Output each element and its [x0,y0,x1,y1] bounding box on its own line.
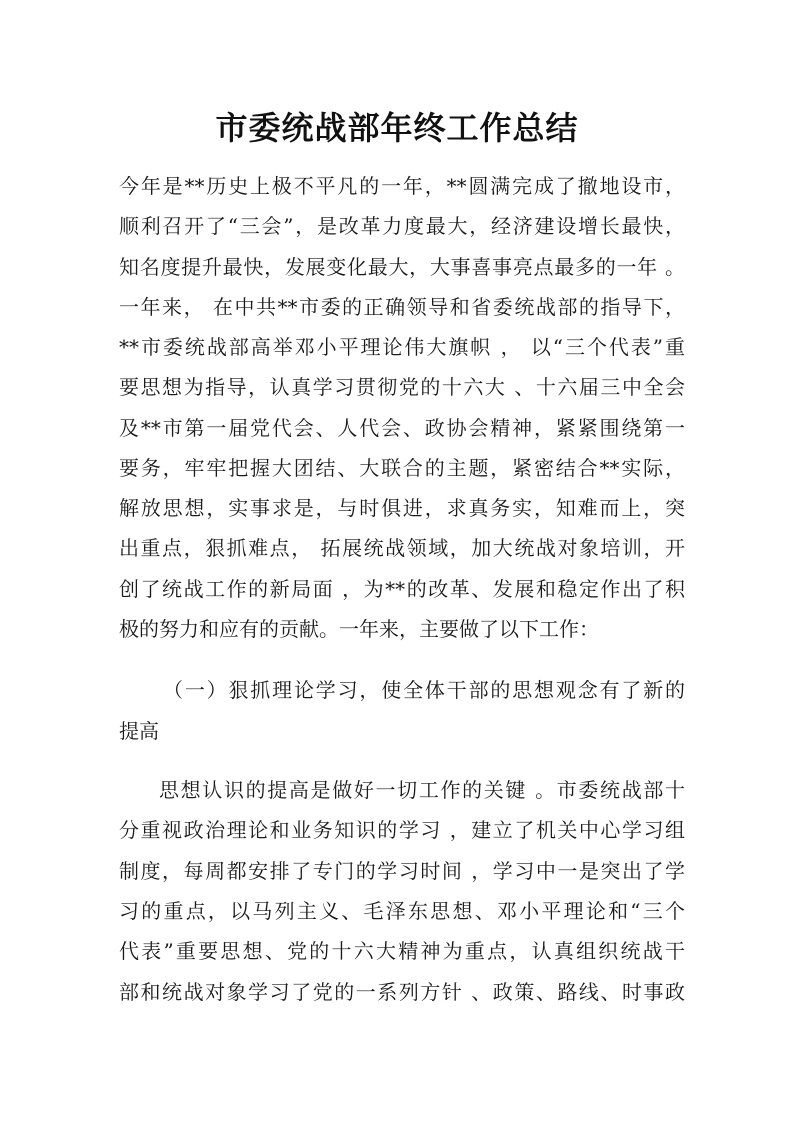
intro-paragraph-line: 解放思想，实事求是，与时俱进，求真务实，知难而上，突 [119,496,685,520]
intro-paragraph-line: 今年是**历史上极不平凡的一年，**圆满完成了撤地设市， [119,174,685,198]
section-body-line: 思想认识的提高是做好一切工作的关键 。市委统战部十 [159,778,685,802]
intro-paragraph-line: **市委统战部高举邓小平理论伟大旗帜 ， 以“三个代表”重 [119,335,685,359]
intro-paragraph-line: 出重点，狠抓难点， 拓展统战领域，加大统战对象培训，开 [119,536,685,560]
section-heading-line: （一）狠抓理论学习，使全体干部的思想观念有了新的 [163,678,685,702]
intro-paragraph-line: 顺利召开了“三会”，是改革力度最大，经济建设增长最快， [119,214,685,238]
section-body-line: 部和统战对象学习了党的一系列方针 、政策、路线、时事政 [119,980,685,1004]
section-body-line: 代表”重要思想、党的十六大精神为重点，认真组织统战干 [119,939,685,963]
intro-paragraph-line: 及**市第一届党代会、人代会、政协会精神，紧紧围绕第一 [119,416,685,440]
section-body-line: 分重视政治理论和业务知识的学习 ，建立了机关中心学习组 [119,818,685,842]
intro-paragraph-line: 要务，牢牢把握大团结、大联合的主题，紧密结合**实际， [119,456,685,480]
intro-paragraph-line: 创了统战工作的新局面 ，为**的改革、发展和稳定作出了积 [119,577,685,601]
section-body-line: 习的重点，以马列主义、毛泽东思想、邓小平理论和“三个 [119,899,685,923]
section-body-line: 制度，每周都安排了专门的学习时间 ，学习中一是突出了学 [119,859,685,883]
intro-paragraph-line: 一年来， 在中共**市委的正确领导和省委统战部的指导下， [119,295,685,319]
document-title: 市委统战部年终工作总结 [215,109,579,147]
intro-paragraph-line: 知名度提升最快，发展变化最大，大事喜事亮点最多的一年 。 [119,255,685,279]
section-heading-line: 提高 [119,719,159,743]
intro-paragraph-line: 极的努力和应有的贡献。一年来，主要做了以下工作： [119,617,599,641]
intro-paragraph-line: 要思想为指导，认真学习贯彻党的十六大 、十六届三中全会 [119,375,685,399]
